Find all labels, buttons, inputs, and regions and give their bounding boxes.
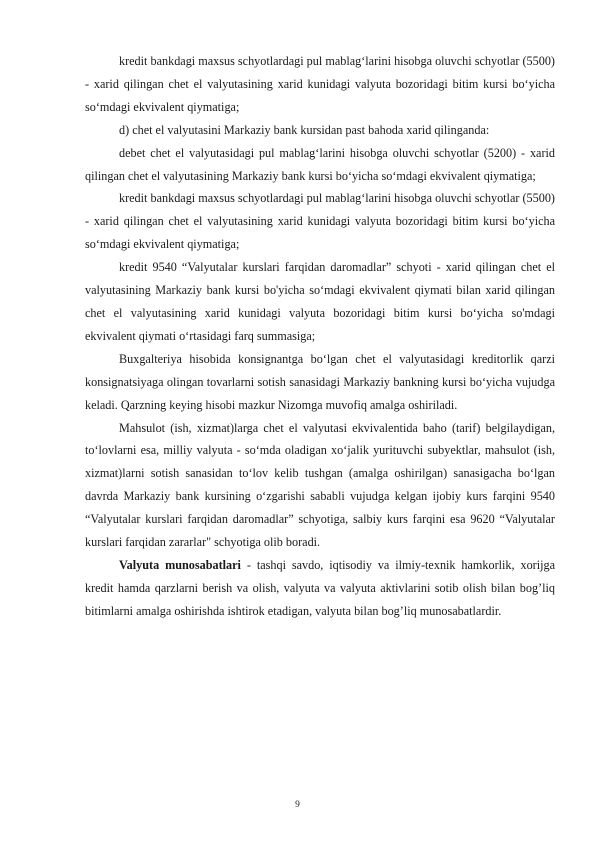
paragraph-debit-5200: debet chet el valyutasidagi pul mablagʻlarini hisobga oluvchi schyotlar (5200) - xarid qilingan chet el valyutasining Markaziy bank kursi boʻyicha soʻmdagi ekvivalent qiymatiga; [85,145,555,183]
paragraph-credit-9540: kredit 9540 “Valyutalar kurslari farqidan daromadlar” schyoti - xarid qilingan chet el valyutasining Markaziy bank kursi bo'yicha soʻmdagi ekvivalent qiymati bilan xarid qilingan chet el valyutasining xarid kunidagi valyuta bozoridagi bitim kursi boʻyicha so'mdagi ekvivalent qiymati oʻrtasidagi farq summasiga; [85,260,555,343]
paragraph-credit-special-accounts-1: kredit bankdagi maxsus schyotlardagi pul mablagʻlarini hisobga oluvchi schyotlar (5500) - xarid qilingan chet el valyutasining xarid kunidagi valyuta bozoridagi bitim kursi boʻyicha soʻmdagi ekvivalent qiymatiga; [85,54,555,114]
paragraph-exchange-differences: Mahsulot (ish, xizmat)larga chet el valyutasi ekvivalentida baho (tarif) belgilaydigan, toʻlovlarni esa, milliy valyuta - soʻmda oladigan xoʻjalik yurituvchi subyektlar, mahsulot (ish, xizmat)larni sotish sanasidan toʻlov kelib tushgan (amalga oshirilgan) sanasigacha boʻlgan davrda Markaziy bank kursining oʻzgarishi sababli vujudga kelgan ijobiy kurs farqini 9540 “Valyutalar kurslari farqidan daromadlar” schyotiga, salbiy kurs farqini esa 9620 “Valyutalar kurslari farqidan zararlar" schyotiga olib boradi. [85,420,555,550]
document-body [85,50,555,623]
definition-text: - tashqi savdo, iqtisodiy va ilmiy-texnik hamkorlik, xorijga kredit hamda qarzlarni berish va olish, valyuta va valyuta aktivlarini sotib olish bilan bog’liq bitimlarni amalga oshirishda ishtirok etadigan, valyuta bilan bog’liq munosabatlardir. [85,557,556,618]
paragraph-credit-special-accounts-2: kredit bankdagi maxsus schyotlardagi pul mablagʻlarini hisobga oluvchi schyotlar (5500) - xarid qilingan chet el valyutasining xarid kunidagi valyuta bozoridagi bitim kursi boʻyicha soʻmdagi ekvivalent qiymatiga; [85,191,555,252]
paragraph-case-d-heading: d) chet el valyutasini Markaziy bank kursidan past bahoda xarid qilinganda: [119,122,490,137]
page-number: 9 [295,800,300,810]
definition-term: Valyuta munosabatlari [119,557,241,572]
paragraph-definition [85,554,555,623]
paragraph-consignment: Buxgalteriya hisobida konsignantga boʻlgan chet el valyutasidagi kreditorlik qarzi konsignatsiyaga olingan tovarlarni sotish sanasidagi Markaziy bankning kursi boʻyicha vujudga keladi. Qarzning keying hisobi mazkur Nizomga muvofiq amalga oshiriladi. [85,351,555,412]
